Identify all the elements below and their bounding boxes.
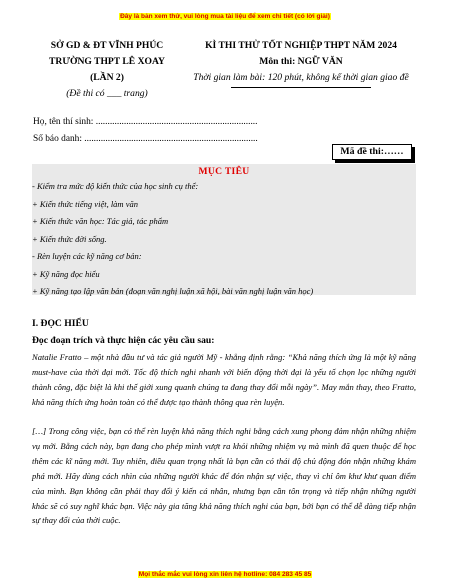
- objective-line: - Rèn luyện các kỹ năng cơ bản:: [32, 251, 142, 261]
- candidate-number-line: Số báo danh: ..........................................................................: [33, 134, 258, 144]
- objective-line: - Kiểm tra mức độ kiến thức của học sinh cụ thể:: [32, 181, 199, 191]
- objectives-box: [32, 164, 416, 295]
- header-right: [176, 38, 426, 88]
- header-left: [14, 38, 200, 102]
- department-name: SỞ GD & ĐT VĨNH PHÚC: [50, 40, 164, 51]
- objectives-title: MỤC TIÊU: [198, 166, 250, 177]
- objective-line: + Kiến thức đời sống.: [32, 233, 107, 244]
- time-limit: Thời gian làm bài: 120 phút, không kể thời gian giao đề: [193, 72, 409, 83]
- objective-line: + Kỹ năng tạo lập văn bản (đoạn văn nghị luận xã hội, bài văn nghị luận văn học): [32, 286, 314, 296]
- page-count-note: (Đề thi có ___ trang): [66, 88, 148, 99]
- objective-line: + Kiến thức văn học: Tác giả, tác phẩm: [32, 216, 169, 226]
- header-divider: [231, 87, 371, 88]
- exam-code-box: Mã đề thi:……: [332, 144, 412, 160]
- section-instruction: Đọc đoạn trích và thực hiện các yêu cầu sau:: [32, 335, 215, 346]
- objective-line: + Kiến thức tiếng việt, làm văn: [32, 198, 138, 209]
- hotline-text: Mọi thắc mắc vui lòng xin liên hệ hotline: 084 283 45 85: [138, 571, 312, 578]
- passage-author: Natalie Fratto: [32, 352, 82, 362]
- passage-text-1: – một nhà đầu tư và tác giả người Mỹ - khẳng định rằng: “Khả năng thích ứng là một kỹ năng must-have của thời đại mới. Tốc độ thích nghi nhanh với biến động thời đại là yếu tố chọn lọc những người thành công, đặc biệt là khi thế giới xung quanh chúng ta đang thay đổi mỗi ngày”. May mắn thay, theo Fratto, khả năng thích ứng hoàn toàn có thể được tạo thành thông qua rèn luyện.: [32, 352, 416, 407]
- candidate-name-line: Họ, tên thí sinh: .....................................................................: [33, 117, 258, 127]
- section-title: I. ĐỌC HIỂU: [32, 318, 89, 329]
- hotline-notice: [0, 571, 450, 578]
- preview-notice: [0, 13, 450, 20]
- passage-paragraph-2: […] Trong công việc, bạn có thể rèn luyện khả năng thích nghi bằng cách xung phong đảm nhận những nhiệm vụ mới. Bằng cách này, bạn đang cho phép mình vượt ra khỏi những nhiệm vụ mà mình đã quen thuộc để học thêm các kĩ năng mới. Tuy nhiên, điều quan trọng nhất là bạn cần có thái độ chủ động đón nhận những khám phá mới. Hãy dùng cách nhìn của những người khác để đón nhận sự việc, thay vì chỉ ôm khư khư quan điểm của mình. Bạn không cần phải thay đổi ý kiến cá nhân, nhưng bạn cần tôn trọng và tiếp nhận những người khác sẽ có suy nghĩ khác bạn. Việc này gia tăng khả năng thích nghi của bạn, bởi bạn có thể dễ dàng tiếp nhận sự thay đổi của thời cuộc.: [32, 426, 416, 526]
- subject: Môn thi: NGỮ VĂN: [259, 56, 343, 67]
- passage-paragraph-1: [32, 350, 416, 410]
- school-name: TRƯỜNG THPT LÊ XOAY: [49, 56, 165, 67]
- objective-line: + Kỹ năng đọc hiểu: [32, 268, 100, 279]
- exam-title: KÌ THI THỬ TỐT NGHIỆP THPT NĂM 2024: [205, 40, 397, 51]
- exam-round: (LẦN 2): [90, 72, 124, 83]
- preview-notice-text: Đây là bản xem thử, vui lòng mua tài liệu để xem chi tiết (có lời giải): [120, 13, 330, 20]
